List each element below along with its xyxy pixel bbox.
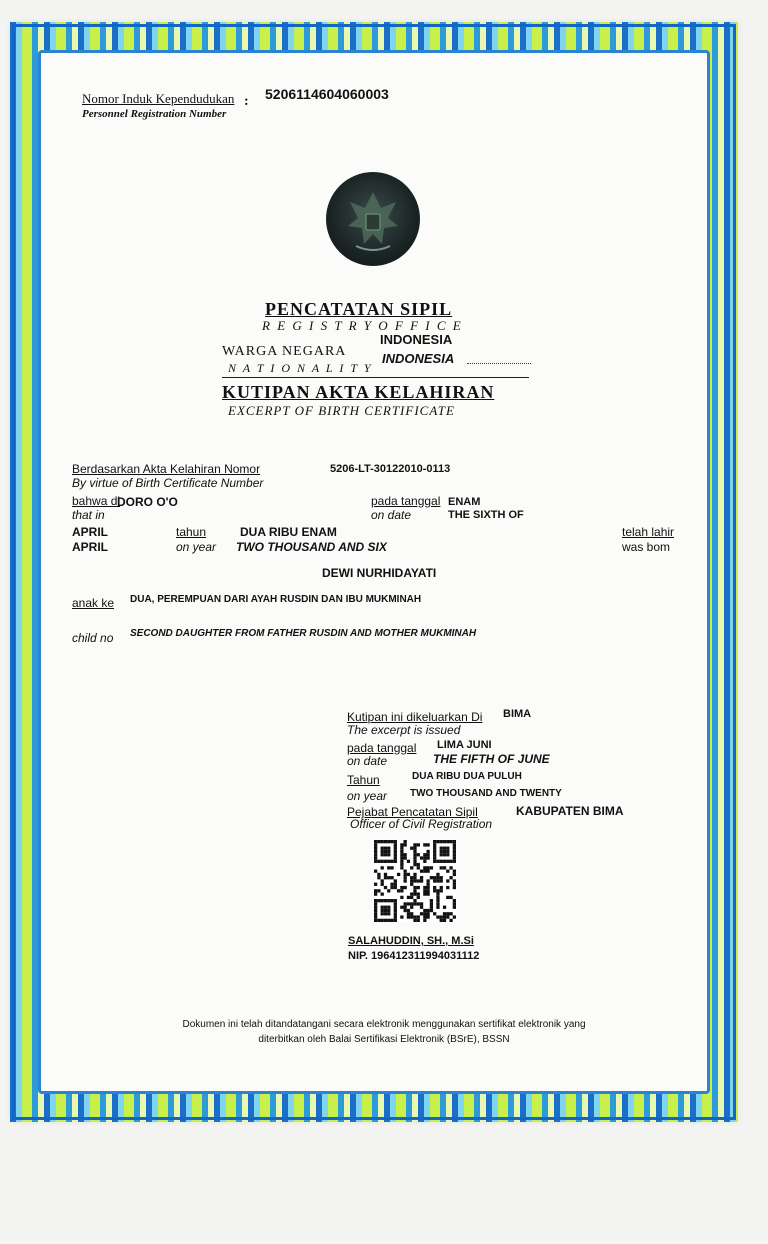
basis-label: Berdasarkan Akta Kelahiran Nomor [72,462,261,476]
officer-value: KABUPATEN BIMA [516,804,624,818]
nationality-label-en: N A T I O N A L I T Y [228,361,373,375]
born-label-en: was bom [622,540,671,554]
title-divider [222,377,529,378]
issued-place: BIMA [503,708,532,720]
child-order-value: DUA, PEREMPUAN DARI AYAH RUSDIN DAN IBU MUKMINAH [130,594,422,605]
issue-year-label-en: on year [347,789,388,803]
footer-line-2: diterbitkan oleh Balai Sertifikasi Elektronik (BSrE), BSSN [258,1034,510,1045]
issue-date-value-en: THE FIFTH OF JUNE [433,752,550,766]
issue-date-label: pada tanggal [347,741,417,755]
birth-date-label: pada tanggal [371,494,441,508]
nik-colon: : [244,94,249,109]
nik-label: Nomor Induk Kependudukan [82,91,235,106]
birth-date-value: ENAM [448,496,481,508]
child-order-label: anak ke [72,596,115,610]
birth-year-value-en: TWO THOUSAND AND SIX [236,540,387,554]
excerpt-title: KUTIPAN AKTA KELAHIRAN [222,382,495,402]
nationality-value-en: INDONESIA [382,351,455,366]
registry-title-en: R E G I S T R Y O F F I C E [262,318,463,333]
basis-label-en: By virtue of Birth Certificate Number [72,476,264,490]
nik-label-en: Personnel Registration Number [82,108,227,120]
issue-year-value-en: TWO THOUSAND AND TWENTY [410,788,562,799]
signer-nip: NIP. 196412311994031112 [348,950,480,962]
month-value: APRIL [72,525,108,539]
qr-code [374,840,456,922]
nationality-dotted-line [467,351,531,369]
birth-date-label-en: on date [371,508,412,522]
nationality-value: INDONESIA [380,332,453,347]
issue-year-value: DUA RIBU DUA PULUH [412,771,522,782]
signer-name: SALAHUDDIN, SH., M.Si [348,935,474,947]
birth-date-value-en: THE SIXTH OF [448,509,524,521]
issued-label-en: The excerpt is issued [347,723,461,737]
place-label: bahwa di [72,494,121,508]
issue-date-label-en: on date [347,754,388,768]
garuda-icon [326,172,420,266]
issue-year-label: Tahun [347,773,380,787]
qr-code-icon [374,840,456,922]
child-name: DEWI NURHIDAYATI [322,566,437,580]
born-label: telah lahir [622,525,675,539]
footer-line-1: Dokumen ini telah ditandatangani secara elektronik menggunakan sertifikat elektronik yang [182,1019,586,1030]
excerpt-title-en: EXCERPT OF BIRTH CERTIFICATE [228,403,455,418]
basis-value: 5206-LT-30122010-0113 [330,463,451,475]
month-value-en: APRIL [72,540,108,554]
birth-year-value: DUA RIBU ENAM [240,525,337,539]
place-label-en: that in [72,508,105,522]
issued-label: Kutipan ini dikeluarkan Di [347,710,483,724]
nik-value: 5206114604060003 [265,86,389,102]
issue-date-value: LIMA JUNI [437,739,492,751]
registry-title: PENCATATAN SIPIL [265,299,453,319]
officer-label: Pejabat Pencatatan Sipil [347,805,478,819]
officer-label-en: Officer of Civil Registration [350,817,493,831]
child-order-value-en: SECOND DAUGHTER FROM FATHER RUSDIN AND MOTHER MUKMINAH [130,628,477,639]
birth-year-label: tahun [176,525,207,539]
garuda-emblem [326,172,420,266]
birth-year-label-en: on year [176,540,217,554]
nationality-label: WARGA NEGARA [222,344,347,359]
place-value: DORO O'O [117,495,178,509]
child-order-label-en: child no [72,631,114,645]
